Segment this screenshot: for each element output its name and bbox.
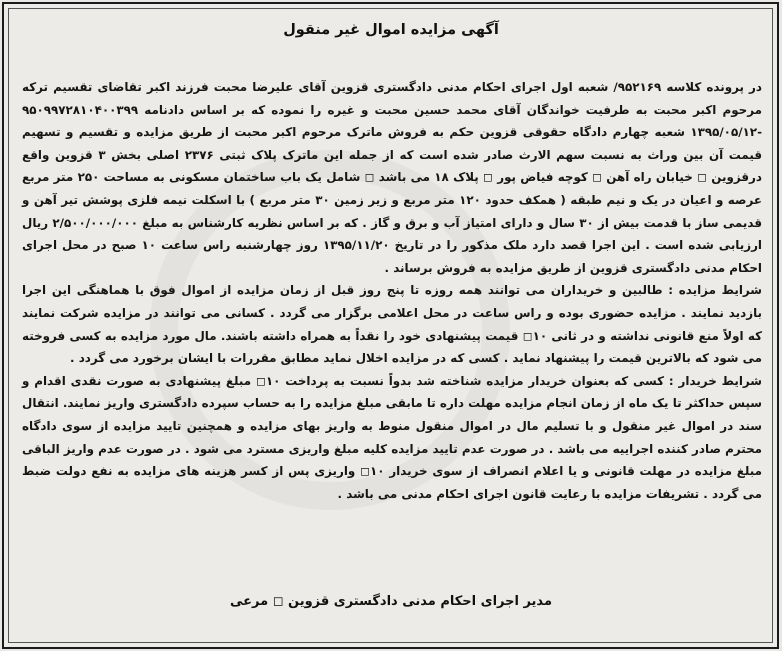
notice-signature: مدیر اجرای احکام مدنی دادگستری قزوین ◻ مرعی <box>230 594 552 609</box>
notice-paragraph-case: در پرونده کلاسه ۹۵۲۱۶۹/ شعبه اول اجرای احکام مدنی دادگستری قزوین آقای علیرضا محبت فرزند اکبر تقاضای تقسیم ترکه مرحوم اکبر محبت به طرفیت خواندگان آقای محمد حسین محبت و غیره را نموده که بر اساس دادنامه ۹۵۰۹۹۷۲۸۱۰۴۰۰۳۹۹ -۱۳۹۵/۰۵/۱۲ شعبه چهارم دادگاه حقوقی قزوین حکم به فروش ماترک مرحوم اکبر محبت از طریق مزایده و تقسیم و تسهیم قیمت آن بین وراث به نسبت سهم الارث صادر شده است که از جمله این ماترک پلاک ثبتی ۲۳۷۶ اصلی بخش ۳ قزوین واقع درقزوین ◻ خیابان راه آهن ◻ کوچه فیاض پور ◻ پلاک ۱۸ می باشد ◻ شامل یک باب ساختمان مسکونی به مساحت ۲۵۰ متر مربع عرصه و اعیان در یک و نیم طبقه ( همکف حدود ۱۲۰ متر مربع و زیر زمین ۳۰ متر مربع ) با اسکلت نیمه فلزی پوشش تیر آهن و قدیمی ساز با قدمت بیش از ۳۰ سال و دارای امتیاز آب و برق و گاز . که بر اساس نظریه کارشناس به مبلغ ۲/۵۰۰/۰۰۰/۰۰۰ ریال ارزیابی شده است . این اجرا قصد دارد ملک مذکور را در تاریخ ۱۳۹۵/۱۱/۲۰ روز چهارشنبه راس ساعت ۱۰ صبح در محل اجرای احکام مدنی دادگستری قزوین از طریق مزایده به فروش برساند . <box>22 80 763 275</box>
notice-title: آگهی مزایده اموال غیر منقول <box>283 22 499 38</box>
notice-paragraph-auction-terms: شرایط مزایده : طالبین و خریداران می توانند همه روزه تا پنج روز قبل از زمان مزایده از اموال فوق با هماهنگی این اجرا بازدید نمایند . مزایده حضوری بوده و راس ساعت در محل اعلامی برگزار می گردد . کسانی می توانند در مزایده شرکت نمایند که اولاً منع قانونی نداشته و در ثانی ۱۰◻ قیمت پیشنهادی خود را نقداً به همراه داشته باشند. مال مورد مزایده به کسی فروخته می شود که بالاترین قیمت را پیشنهاد نماید . کسی که در مزایده اخلال نماید مطابق مقررات با ایشان برخورد می گردد . <box>22 283 762 366</box>
notice-body <box>22 76 762 505</box>
notice-paragraph-buyer-terms: شرایط خریدار : کسی که بعنوان خریدار مزایده شناخته شد بدواً نسبت به پرداخت ۱۰◻ مبلغ پیشنهادی به صورت نقدی اقدام و سپس حداکثر تا یک ماه از زمان انجام مزایده مهلت داره تا مابقی مبلغ مزایده را به حساب سپرده دادگستری واریز نمایند. انتقال سند در اموال غیر منقول و با تسلیم مال در اموال منقول منوط به واریز بهای مزایده و همچنین تایید مزایده از سوی دادگاه محترم صادر کننده اجراییه می باشد . در صورت عدم تایید مزایده کلیه مبلغ واریزی مسترد می شود . در صورت عدم واریز الباقی مبلغ مزایده در مهلت قانونی و یا اعلام انصراف از سوی خریدار ۱۰◻ واریزی پس از کسر هزینه های مزایده به نفع دولت ضبط می گردد . تشریفات مزایده با رعایت قانون اجرای احکام مدنی می باشد . <box>22 373 763 501</box>
